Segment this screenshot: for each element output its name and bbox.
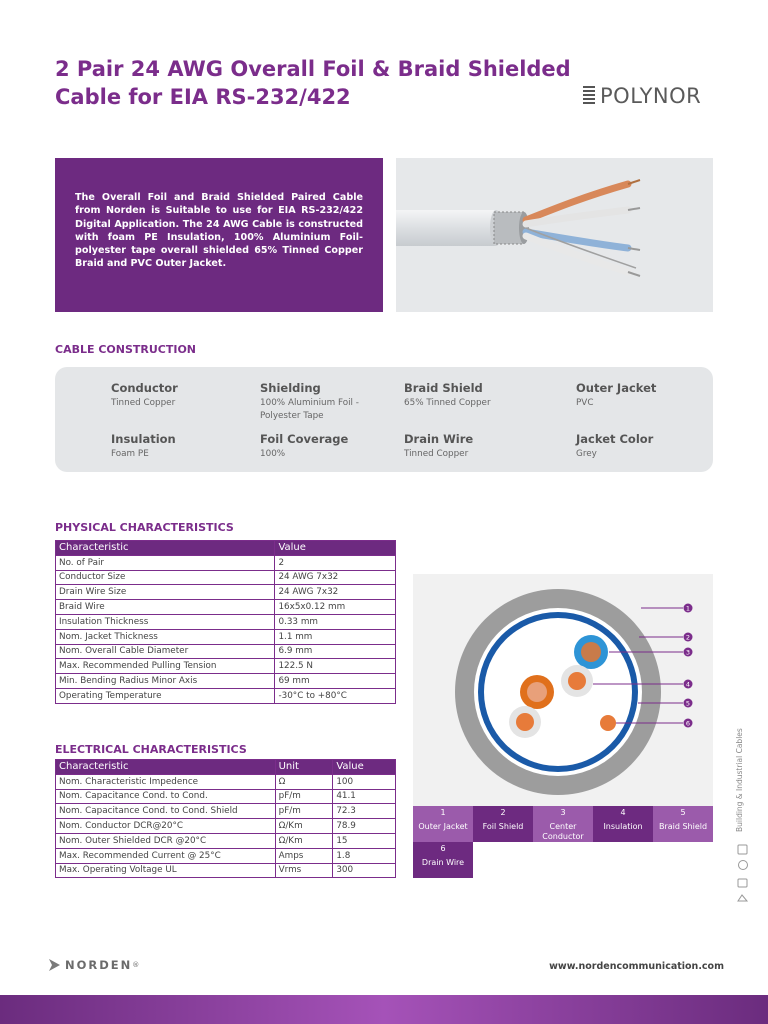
inner-fill	[484, 618, 632, 766]
legend-item	[533, 806, 593, 842]
cable-illustration	[396, 158, 713, 312]
table-row	[56, 659, 396, 674]
table-cell: 122.5 N	[275, 659, 396, 674]
table-row	[56, 585, 396, 600]
drain-wire	[600, 715, 616, 731]
table-row	[56, 848, 396, 863]
table-cell: Max. Operating Voltage UL	[56, 863, 276, 878]
table-cell: No. of Pair	[56, 555, 275, 570]
table-cell: 78.9	[333, 819, 396, 834]
construction-value: Tinned Copper	[404, 449, 469, 459]
table-row	[56, 629, 396, 644]
construction-panel	[55, 367, 713, 472]
table-cell: Vrms	[275, 863, 333, 878]
legend-number: 1	[440, 808, 446, 817]
table-cell: Ω	[275, 774, 333, 789]
page-title	[55, 55, 575, 111]
table-cell: Ω/Km	[275, 833, 333, 848]
table-cell: 100	[333, 774, 396, 789]
construction-item	[576, 432, 653, 461]
construction-item	[404, 432, 473, 461]
table-row	[56, 688, 396, 703]
table-cell: Nom. Outer Shielded DCR @20°C	[56, 833, 276, 848]
construction-heading: CABLE CONSTRUCTION	[55, 343, 197, 356]
construction-value: 100%	[260, 449, 286, 459]
legend-number: 3	[560, 808, 566, 817]
construction-item	[260, 381, 380, 422]
callout-label: 6	[685, 719, 691, 728]
table-cell: Nom. Conductor DCR@20°C	[56, 819, 276, 834]
table-row	[56, 674, 396, 689]
table-row	[56, 863, 396, 878]
table-row	[56, 833, 396, 848]
construction-value: Grey	[576, 449, 597, 459]
legend-item	[413, 806, 473, 842]
construction-value: 100% Aluminium Foil - Polyester Tape	[260, 398, 359, 421]
callout-label: 3	[685, 648, 691, 657]
table-cell: Max. Recommended Current @ 25°C	[56, 848, 276, 863]
table-cell: 2	[275, 555, 396, 570]
column-header: Unit	[275, 760, 333, 775]
norden-name: NORDEN	[65, 958, 133, 972]
table-row	[56, 614, 396, 629]
construction-label: Jacket Color	[576, 432, 654, 446]
construction-label: Braid Shield	[404, 381, 483, 395]
legend-item	[473, 806, 533, 842]
construction-item	[111, 432, 176, 461]
legend-number: 2	[500, 808, 506, 817]
cross-section-diagram	[413, 574, 713, 806]
title-line-2: Cable for EIA RS-232/422	[55, 85, 351, 109]
table-cell: 300	[333, 863, 396, 878]
legend-item	[413, 842, 473, 878]
table-cell: Nom. Overall Cable Diameter	[56, 644, 275, 659]
table-row	[56, 789, 396, 804]
table-cell: 15	[333, 833, 396, 848]
table-row	[56, 644, 396, 659]
callout-label: 4	[685, 680, 691, 689]
website-link[interactable]: www.nordencommunication.com	[549, 961, 724, 972]
legend-label: Foil Shield	[482, 822, 524, 831]
electrical-heading: ELECTRICAL CHARACTERISTICS	[55, 743, 247, 756]
table-cell: Operating Temperature	[56, 688, 275, 703]
construction-label: Insulation	[111, 432, 176, 446]
table-cell: Amps	[275, 848, 333, 863]
building-icon	[738, 845, 747, 854]
device-icon	[738, 879, 747, 887]
physical-table	[55, 540, 396, 704]
construction-value: Tinned Copper	[111, 398, 176, 408]
table-cell: 69 mm	[275, 674, 396, 689]
table-cell: -30°C to +80°C	[275, 688, 396, 703]
intro-panel	[55, 158, 383, 312]
table-cell: Ω/Km	[275, 819, 333, 834]
brand-name: POLYNOR	[600, 84, 702, 108]
physical-heading: PHYSICAL CHARACTERISTICS	[55, 521, 234, 534]
electrical-table	[55, 759, 396, 878]
column-header: Characteristic	[56, 541, 275, 556]
table-cell: 41.1	[333, 789, 396, 804]
table-cell: 6.9 mm	[275, 644, 396, 659]
footer-bar	[0, 995, 768, 1024]
construction-label: Shielding	[260, 381, 321, 395]
legend-item	[653, 806, 713, 842]
table-row	[56, 819, 396, 834]
construction-item	[111, 381, 178, 410]
table-header-row	[56, 760, 396, 775]
legend-label: Braid Shield	[658, 822, 708, 831]
side-category-label: Building & Industrial Cables	[735, 728, 744, 832]
legend-number: 4	[620, 808, 626, 817]
intro-text: The Overall Foil and Braid Shielded Paired Cable from Norden is Suitable to use for EIA RS-232/422 Digital Application. The 24 AWG Cable is constructed with foam PE Insulation, 100% Aluminium Foil- polyester tape overall shielded 65% Tinned Copper Braid and PVC Outer Jacket.	[75, 192, 363, 270]
construction-value: PVC	[576, 398, 594, 408]
table-cell: Conductor Size	[56, 570, 275, 585]
table-cell: pF/m	[275, 804, 333, 819]
construction-label: Foil Coverage	[260, 432, 349, 446]
legend-item	[593, 806, 653, 842]
legend-number: 6	[440, 844, 446, 853]
legend-label: Insulation	[603, 822, 643, 831]
table-cell: Insulation Thickness	[56, 614, 275, 629]
table-cell: Nom. Capacitance Cond. to Cond. Shield	[56, 804, 276, 819]
legend-label: Drain Wire	[421, 858, 465, 867]
column-header: Value	[333, 760, 396, 775]
construction-label: Outer Jacket	[576, 381, 657, 395]
table-cell: 0.33 mm	[275, 614, 396, 629]
globe-icon	[739, 861, 748, 870]
column-header: Value	[275, 541, 396, 556]
construction-item	[576, 381, 656, 410]
table-cell: 24 AWG 7x32	[275, 585, 396, 600]
table-cell: 72.3	[333, 804, 396, 819]
norden-logo	[48, 958, 139, 972]
callout-label: 2	[685, 633, 691, 642]
factory-icon	[738, 895, 747, 901]
category-icons	[736, 843, 750, 909]
column-header: Characteristic	[56, 760, 276, 775]
table-cell: Nom. Characteristic Impedence	[56, 774, 276, 789]
table-cell: 16x5x0.12 mm	[275, 600, 396, 615]
construction-value: Foam PE	[111, 449, 149, 459]
table-cell: Max. Recommended Pulling Tension	[56, 659, 275, 674]
table-row	[56, 600, 396, 615]
table-cell: Drain Wire Size	[56, 585, 275, 600]
table-row	[56, 555, 396, 570]
table-header-row	[56, 541, 396, 556]
table-row	[56, 570, 396, 585]
table-cell: Nom. Capacitance Cond. to Cond.	[56, 789, 276, 804]
table-cell: pF/m	[275, 789, 333, 804]
cable-photo	[396, 158, 713, 312]
callout-label: 5	[685, 699, 691, 708]
table-cell: 1.8	[333, 848, 396, 863]
table-cell: Nom. Jacket Thickness	[56, 629, 275, 644]
polynor-logo	[583, 84, 701, 108]
construction-label: Conductor	[111, 381, 178, 395]
construction-item	[404, 381, 491, 410]
cross-section-svg	[413, 574, 713, 806]
table-cell: Braid Wire	[56, 600, 275, 615]
legend-number: 5	[680, 808, 686, 817]
table-cell: Min. Bending Radius Minor Axis	[56, 674, 275, 689]
construction-label: Drain Wire	[404, 432, 474, 446]
table-cell: 24 AWG 7x32	[275, 570, 396, 585]
table-row	[56, 774, 396, 789]
polynor-bars-icon	[583, 86, 595, 106]
table-row	[56, 804, 396, 819]
table-cell: 1.1 mm	[275, 629, 396, 644]
callout-label: 1	[685, 604, 691, 613]
norden-arrow-icon	[48, 958, 62, 972]
title-line-1: 2 Pair 24 AWG Overall Foil & Braid Shielded	[55, 57, 571, 81]
construction-item	[260, 432, 348, 461]
legend-label: Outer Jacket	[418, 822, 468, 831]
construction-value: 65% Tinned Copper	[404, 398, 491, 408]
legend-label: Center Conductor	[542, 822, 584, 841]
registered-mark: ®	[132, 961, 140, 969]
